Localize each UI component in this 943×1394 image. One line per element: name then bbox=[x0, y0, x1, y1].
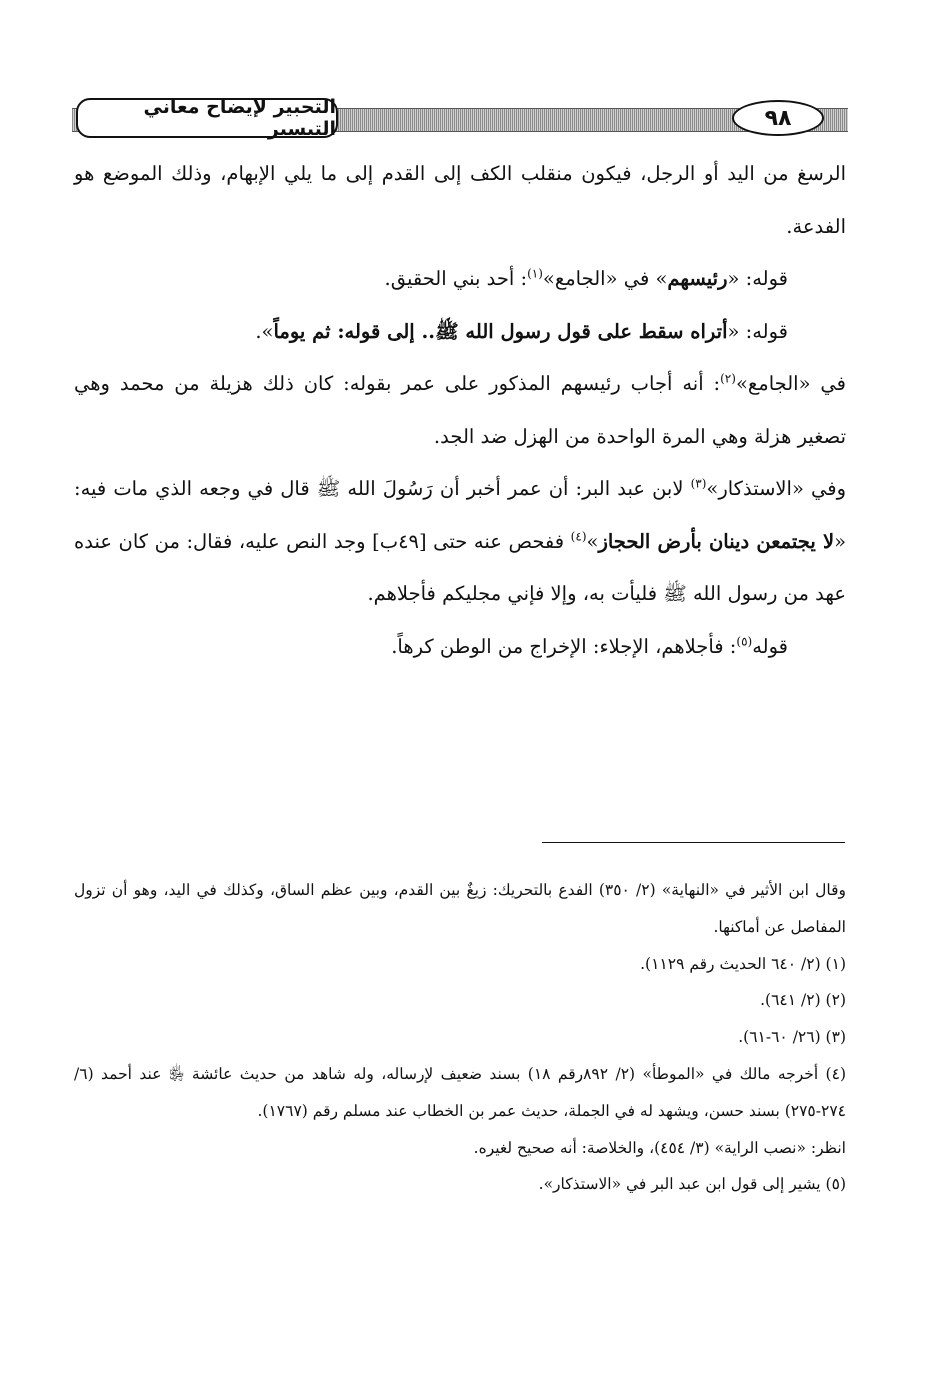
p2-mid: » في «الجامع» bbox=[542, 267, 668, 290]
footnote-1: (١) (٢/ ٦٤٠ الحديث رقم ١١٢٩). bbox=[640, 954, 846, 973]
paragraph-1: الرسغ من اليد أو الرجل، فيكون منقلب الكف إلى القدم إلى ما يلي الإبهام، وذلك الموضع هو الفدعة. bbox=[74, 162, 846, 238]
p3-bold: أتراه سقط على قول رسول الله ﷺ.. إلى قوله: ثم يوماً bbox=[273, 319, 728, 343]
p6-post: : فأجلاهم، الإجلاء: الإخراج من الوطن كرهاً. bbox=[391, 634, 737, 658]
p2-pre: قوله: « bbox=[727, 267, 788, 290]
paragraph-4 bbox=[74, 358, 846, 463]
footnote-3: (٣) (٢٦/ ٦٠-٦١). bbox=[738, 1028, 846, 1047]
footnote-ref-3: (٣) bbox=[690, 476, 707, 491]
footnote-4-continued: انظر: «نصب الراية» (٣/ ٤٥٤)، والخلاصة: أنه صحيح لغيره. bbox=[473, 1138, 846, 1157]
footnotes bbox=[74, 872, 846, 1203]
p3-pre: قوله: « bbox=[727, 319, 788, 343]
footnote-separator bbox=[542, 842, 845, 843]
p4-pre: في «الجامع» bbox=[735, 372, 846, 395]
footnote-ref-4: (٤) bbox=[570, 529, 587, 543]
paragraph-3 bbox=[74, 306, 846, 359]
footnote-4: (٤) أخرجه مالك في «الموطأ» (٢/ ٨٩٢رقم ١٨) بسند ضعيف لإرساله، وله شاهد من حديث عائشة ﵂ عند أحمد (٦/ ٢٧٤-٢٧٥) بسند حسن، ويشهد له في الجملة، حديث عمر بن الخطاب عند مسلم رقم (١٧٦٧). bbox=[74, 1064, 846, 1120]
paragraph-2 bbox=[74, 253, 846, 306]
footnote-ref-2: (٢) bbox=[720, 371, 736, 386]
footnote-ref-5: (٥) bbox=[736, 634, 753, 648]
footnote-ref-1: (١) bbox=[527, 266, 543, 281]
p6-pre: قوله bbox=[752, 634, 788, 658]
footnote-2: (٢) (٢/ ٦٤١). bbox=[760, 991, 846, 1010]
p5-bold: لا يجتمعن دينان بأرض الحجاز bbox=[598, 529, 835, 553]
page-number: ٩٨ bbox=[732, 100, 824, 136]
p5-d: ففحص عنه حتى [٤٩ب] وجد النص عليه، فقال: من كان عنده عهد من رسول الله ﷺ فليأت به، وإلا فإني مجليكم فأجلاهم. bbox=[74, 529, 846, 605]
p2-post: : أحد بني الحقيق. bbox=[384, 267, 528, 290]
p3-post: ». bbox=[255, 319, 274, 343]
footnote-5: (٥) يشير إلى قول ابن عبد البر في «الاستذكار». bbox=[538, 1175, 846, 1194]
p5-c: » bbox=[586, 529, 599, 553]
footnote-intro: وقال ابن الأثير في «النهاية» (٢/ ٣٥٠) الفدع بالتحريك: زيغٌ بين القدم، وبين عظم الساق، وكذلك في اليد، وهو أن تزول المفاصل عن أماكنها. bbox=[74, 881, 846, 936]
paragraph-6 bbox=[74, 621, 846, 674]
paragraph-5 bbox=[74, 463, 846, 621]
p2-bold: رئيسهم bbox=[667, 267, 728, 290]
p5-b: لابن عبد البر: أن عمر أخبر أن رَسُولَ الله ﷺ قال في وجعه الذي مات فيه: « bbox=[74, 477, 846, 553]
book-title: التحبير لإيضاح معاني التيسير bbox=[76, 98, 338, 138]
main-text bbox=[74, 148, 846, 673]
p5-a: وفي «الاستذكار» bbox=[706, 477, 846, 500]
page-header bbox=[72, 98, 848, 152]
p4-post: : أنه أجاب رئيسهم المذكور على عمر بقوله: كان ذلك هزيلة من محمد وهي تصغير هزلة وهي المرة الواحدة من الهزل ضد الجد. bbox=[74, 372, 846, 448]
